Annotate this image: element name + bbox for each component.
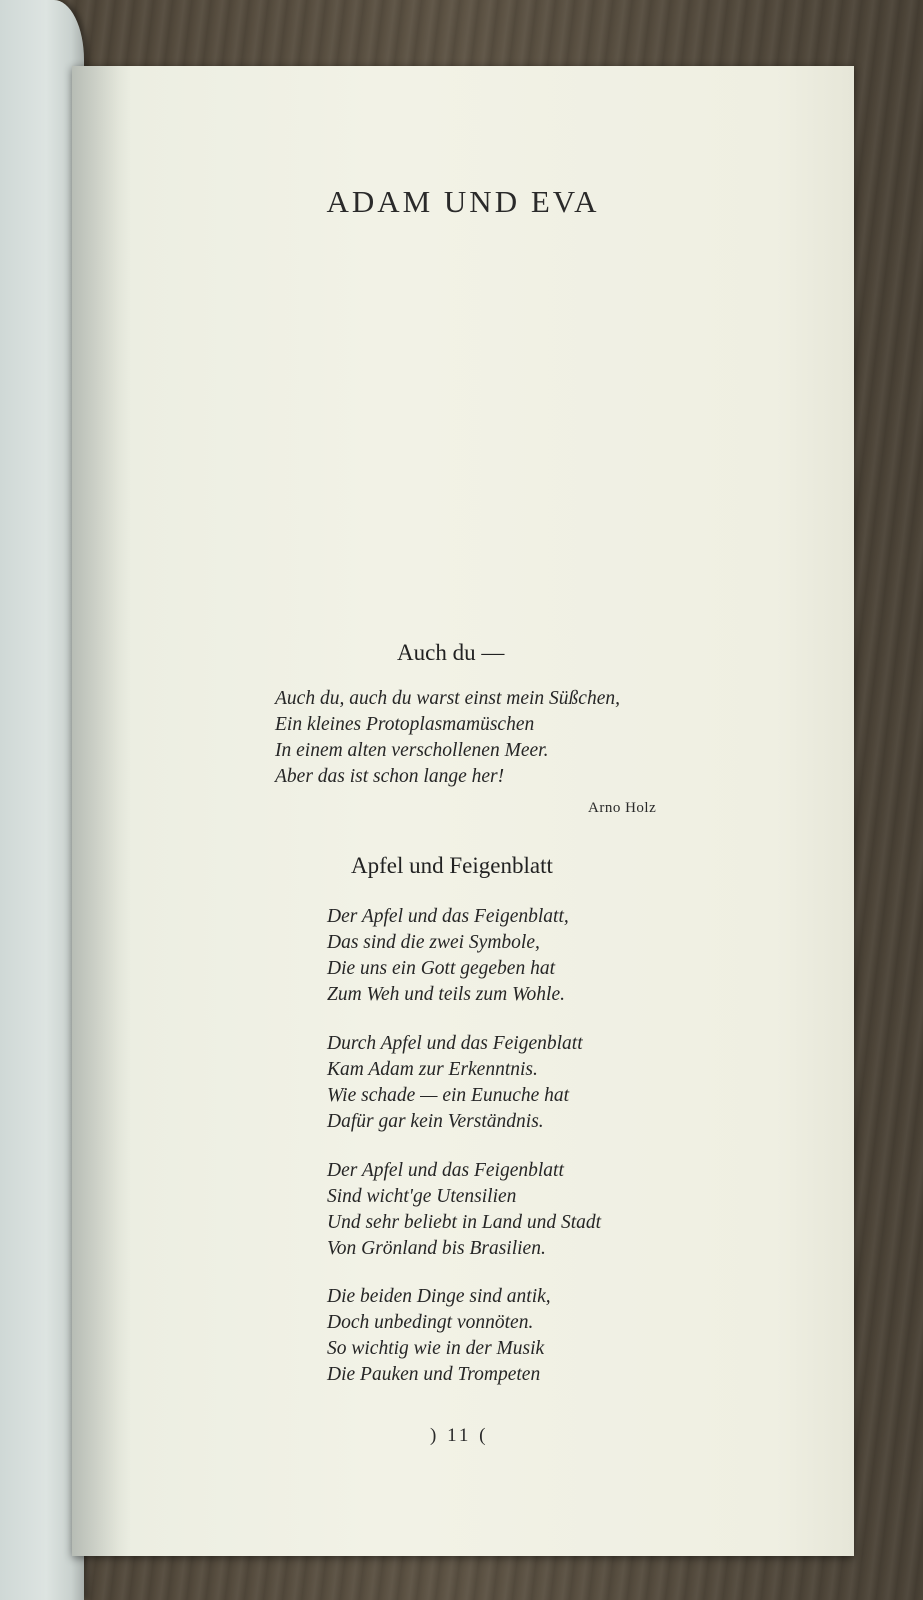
poem-line: Auch du, auch du warst einst mein Süßchen, (275, 688, 620, 709)
poem-line: Doch unbedingt vonnöten. (327, 1312, 534, 1333)
poem-line: In einem alten verschollenen Meer. (275, 740, 549, 761)
poem-line: Kam Adam zur Erkenntnis. (327, 1059, 538, 1080)
poem-stanza (275, 686, 620, 790)
poem-line: Ein kleines Protoplasmamüschen (275, 714, 535, 735)
poem-line: Sind wicht'ge Utensilien (327, 1186, 517, 1207)
page-number: ) 11 ( (430, 1425, 489, 1446)
poem-line: Die beiden Dinge sind antik, (327, 1286, 551, 1307)
poem-line: Wie schade — ein Eunuche hat (327, 1085, 570, 1106)
poem-stanza (327, 904, 569, 1008)
poem-line: Aber das ist schon lange her! (275, 766, 505, 787)
chapter-title: ADAM UND EVA (326, 184, 600, 219)
poem-line: So wichtig wie in der Musik (327, 1338, 545, 1359)
poem-line: Zum Weh und teils zum Wohle. (327, 984, 565, 1005)
poem-title-auch-du: Auch du — (397, 640, 505, 665)
poem-author: Arno Holz (588, 800, 657, 816)
poem-line: Dafür gar kein Verständnis. (327, 1111, 544, 1132)
poem-stanza (327, 1031, 583, 1135)
poem-line: Die uns ein Gott gegeben hat (327, 958, 555, 979)
poem-stanza (327, 1284, 551, 1388)
poem-line: Und sehr beliebt in Land und Stadt (327, 1212, 602, 1233)
poem-line: Der Apfel und das Feigenblatt (327, 1160, 564, 1181)
poem-title-apfel-und-feigenblatt: Apfel und Feigenblatt (351, 853, 553, 878)
poem-line: Durch Apfel und das Feigenblatt (327, 1033, 583, 1054)
poem-stanza (327, 1158, 601, 1262)
poem-line: Der Apfel und das Feigenblatt, (327, 906, 569, 927)
poem-line: Das sind die zwei Symbole, (327, 932, 540, 953)
poem-line: Die Pauken und Trompeten (327, 1364, 541, 1385)
poem-line: Von Grönland bis Brasilien. (327, 1238, 546, 1259)
